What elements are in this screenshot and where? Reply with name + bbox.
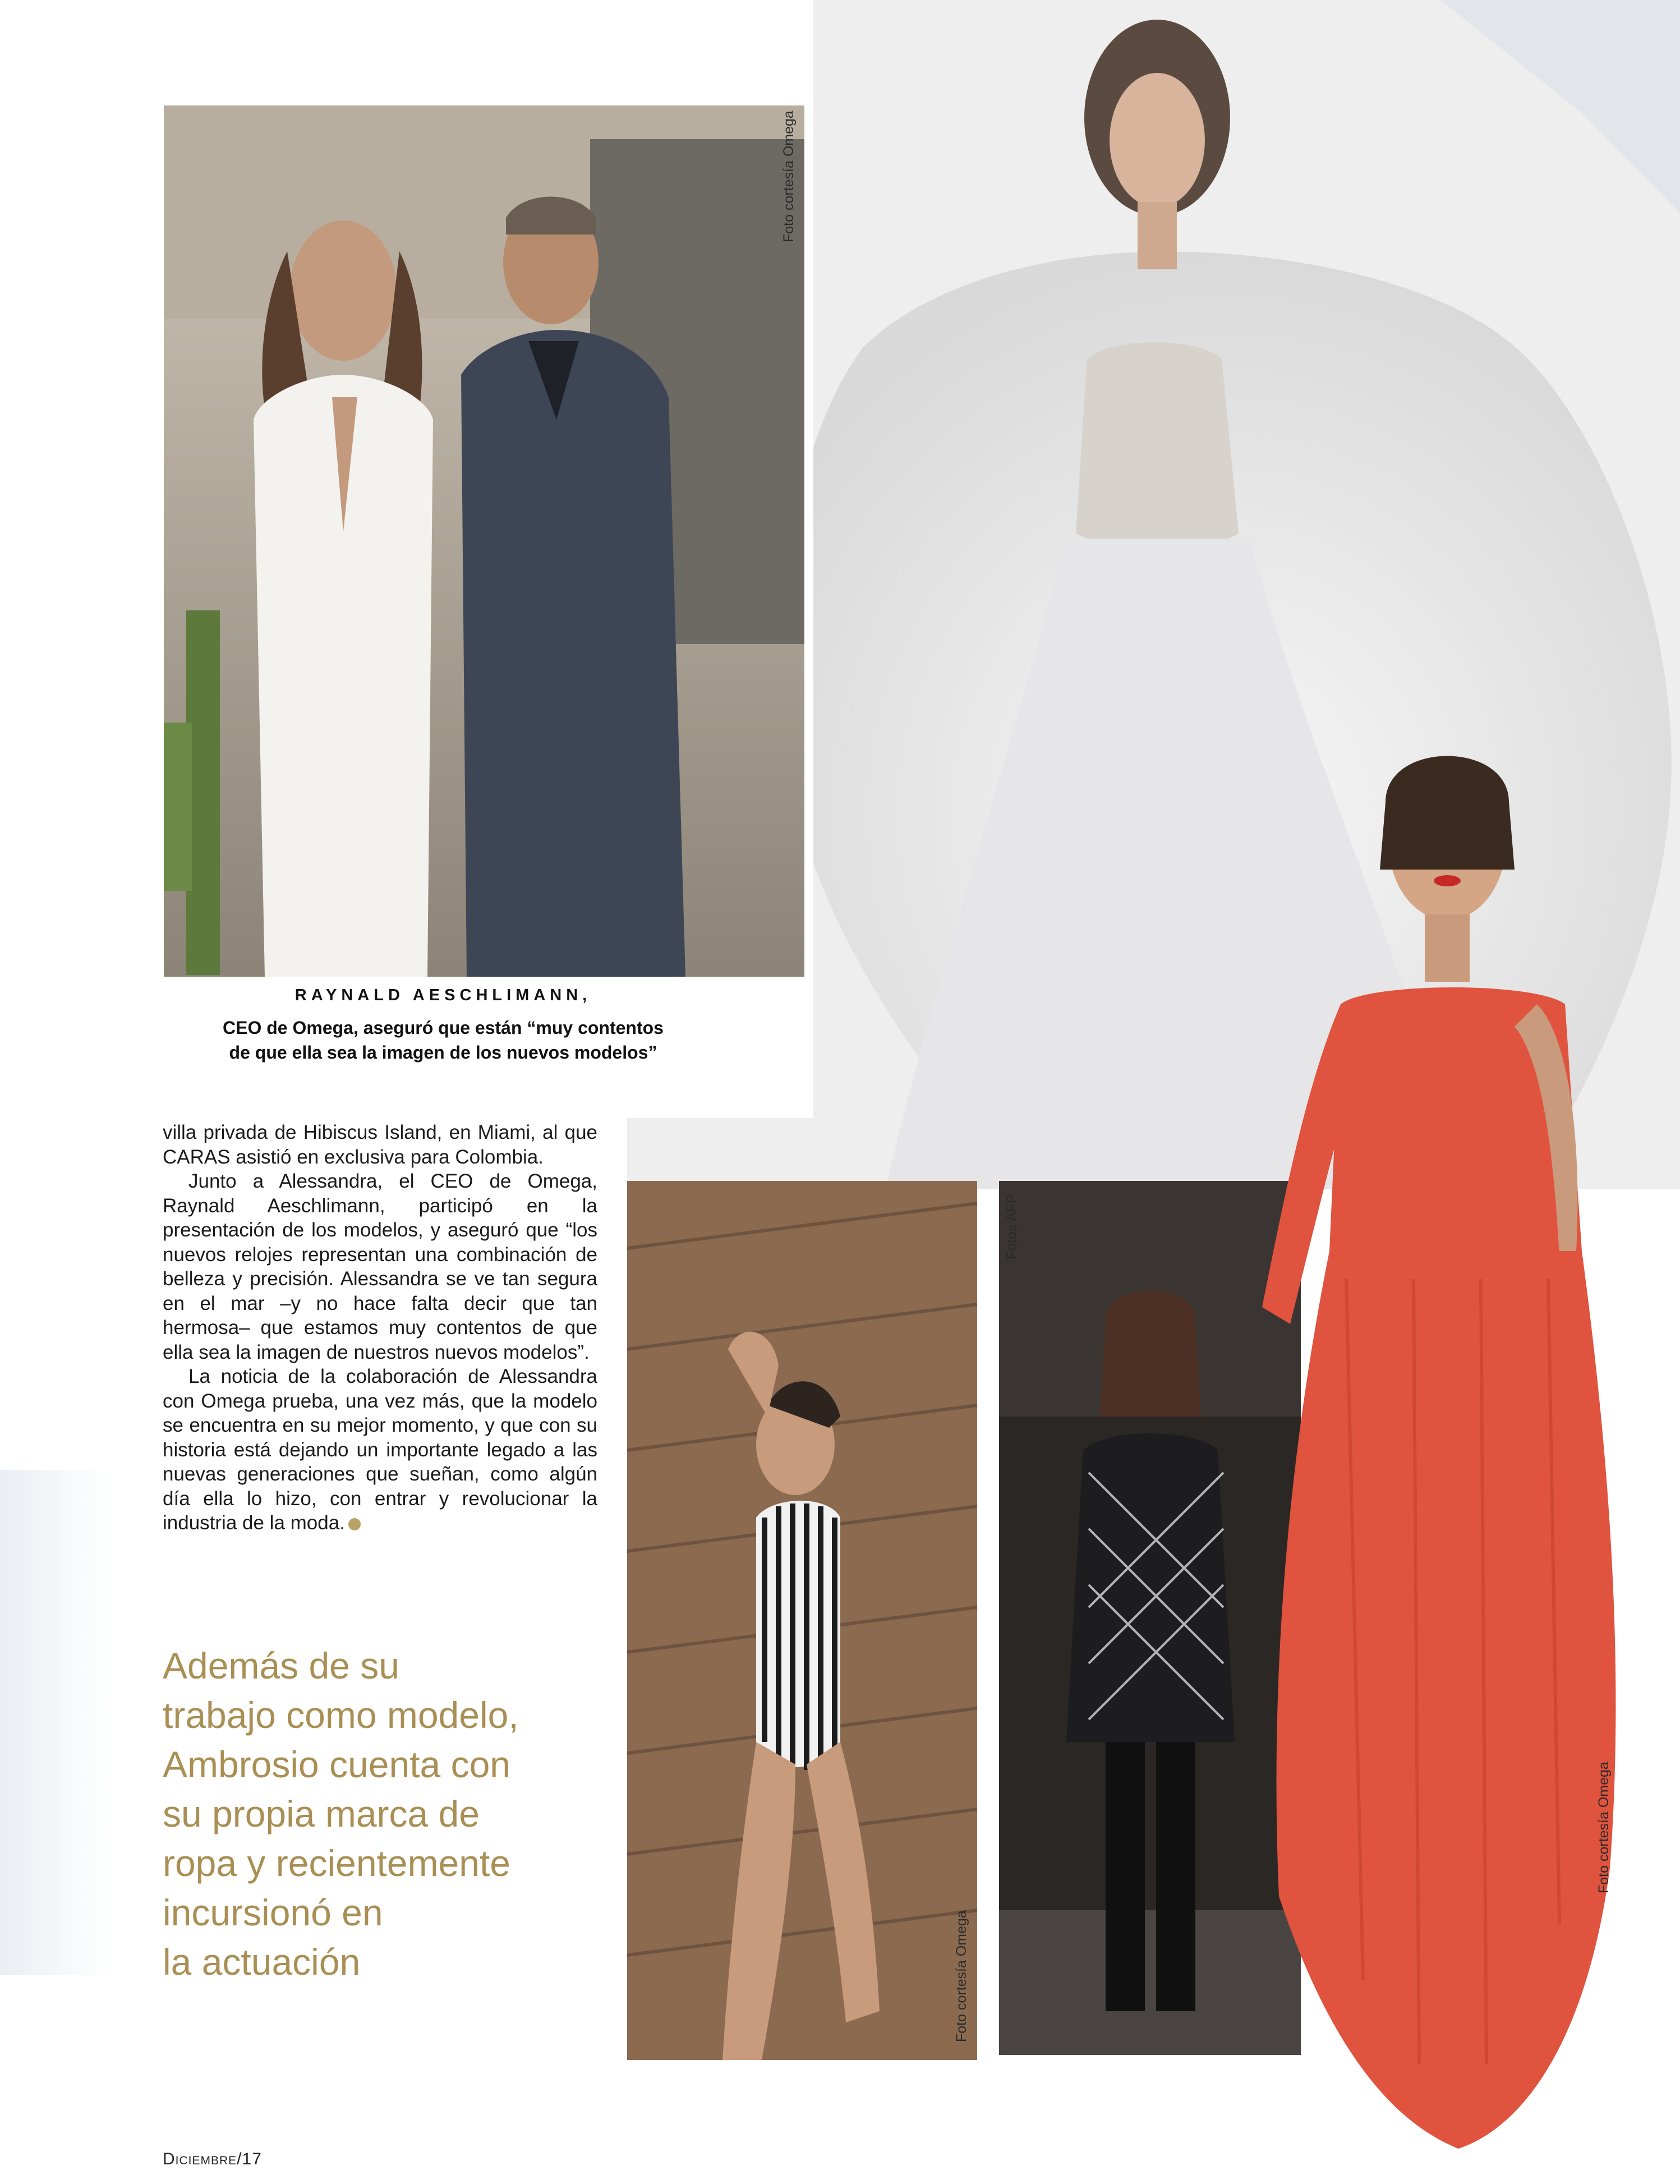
page-folio: Diciembre/17 <box>163 2150 262 2168</box>
pull-quote-line: Además de su <box>163 1645 399 1686</box>
pull-quote-line: la actuación <box>163 1941 361 1983</box>
pull-quote-line: incursionó en <box>163 1892 383 1933</box>
pull-quote <box>163 1641 600 1987</box>
model-and-ceo-photo <box>164 105 804 977</box>
pull-quote-line: ropa y recientemente <box>163 1842 511 1884</box>
end-mark-icon <box>348 1518 361 1530</box>
caption-body <box>163 1015 724 1065</box>
caption-line: de que ella sea la imagen de los nuevos modelos” <box>229 1042 657 1063</box>
photo-credit-red-dress: Foto cortesía Omega <box>1596 1762 1612 1893</box>
red-dress-photo <box>1223 690 1649 2184</box>
photo-credit-duo: Foto cortesía Omega <box>781 111 797 242</box>
swimsuit-photo <box>627 1181 977 2060</box>
pull-quote-line: Ambrosio cuenta con <box>163 1744 511 1785</box>
photo-credit-swimsuit: Foto cortesía Omega <box>954 1910 969 2042</box>
page-background-fade <box>0 1470 112 1975</box>
pull-quote-line: su propia marca de <box>163 1793 480 1834</box>
pull-quote-line: trabajo como modelo, <box>163 1694 519 1736</box>
photo-credit-runway: Fotos AFP <box>1004 1194 1020 1259</box>
article-body <box>163 1120 597 1535</box>
article-paragraph: Junto a Alessandra, el CEO de Omega, Raynald Aeschlimann, participó en la presentación de los modelos, y aseguró que “los nuevos relojes representan una combinación de belleza y precisión. Alessandra se ve tan segura en el mar –y no hace falta decir que tan hermosa– que estamos muy contentos de que ella sea la imagen de nuestros nuevos modelos”. <box>163 1170 597 1363</box>
article-paragraph: La noticia de la colaboración de Alessandra con Omega prueba, una vez más, que la modelo se encuentra en su mejor momento, y que con su historia está dejando un importante legado a las nuevas generaciones que sueñan, como algún día ella lo hizo, con entrar y revolucionar la industria de la moda. <box>163 1365 597 1534</box>
caption-name: RAYNALD AESCHLIMANN, <box>294 986 592 1004</box>
caption-line: CEO de Omega, aseguró que están “muy contentos <box>223 1018 664 1038</box>
article-paragraph: villa privada de Hibiscus Island, en Miami, al que CARAS asistió en exclusiva para Colombia. <box>163 1121 597 1168</box>
